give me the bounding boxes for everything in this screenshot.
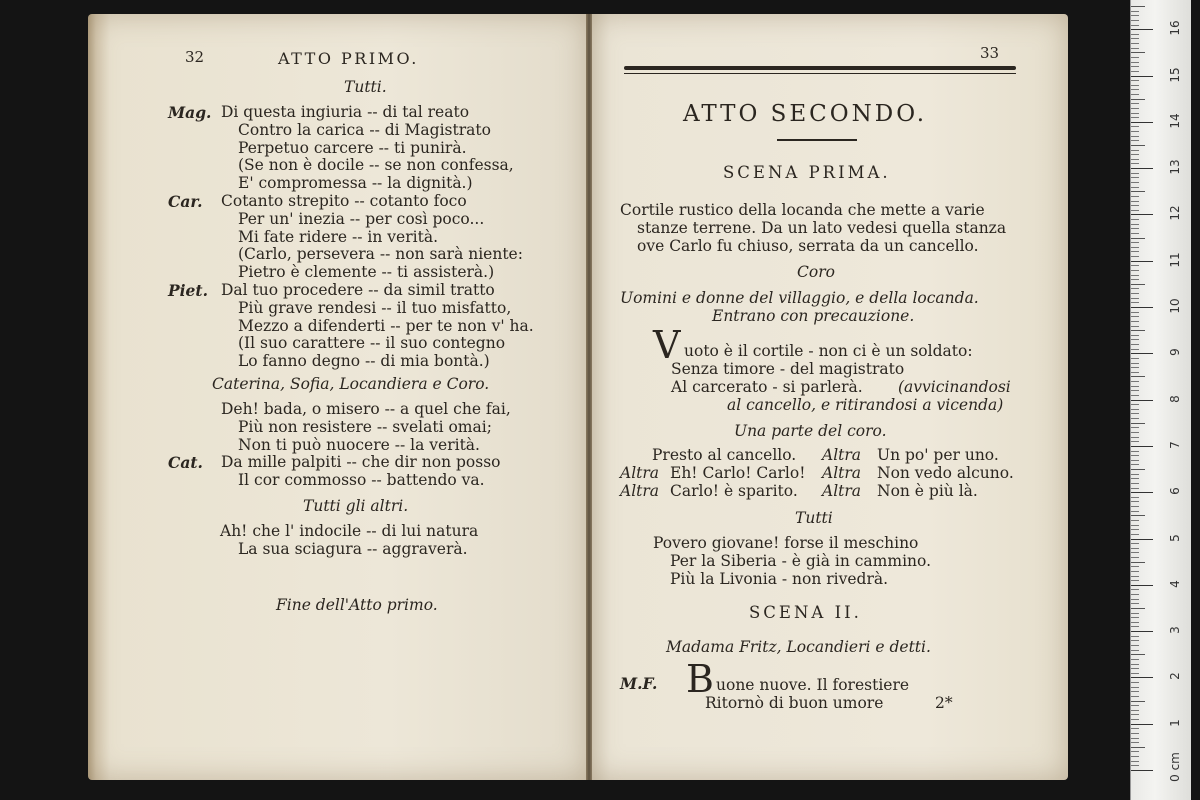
ruler-tick [1131, 562, 1145, 563]
ruler-tick [1131, 751, 1139, 752]
verse-line: Per la Siberia - è già in cammino. [670, 552, 931, 570]
ruler-tick [1131, 608, 1145, 609]
ruler-tick [1131, 640, 1139, 641]
page-number-right: 33 [980, 44, 1000, 62]
ruler-tick [1131, 687, 1139, 688]
ruler-tick [1131, 108, 1139, 109]
ruler-tick [1131, 76, 1153, 77]
ruler-tick [1131, 738, 1139, 739]
act-title: ATTO SECONDO. [683, 101, 928, 127]
ruler-tick [1131, 372, 1139, 373]
ruler-tick [1131, 205, 1139, 206]
ruler-tick [1131, 251, 1139, 252]
ruler-tick [1131, 265, 1139, 266]
ruler-tick [1131, 131, 1139, 132]
ruler-unit-label: 0 cm [1168, 752, 1182, 782]
header-rule [624, 66, 1016, 70]
verse-line: Più non resistere -- svelati omai; [238, 417, 492, 436]
ruler-tick [1131, 599, 1139, 600]
ruler-tick [1131, 594, 1139, 595]
dialog-line: Presto al cancello. [652, 446, 797, 464]
ruler-tick [1131, 117, 1139, 118]
verse-line: La sua sciagura -- aggraverà. [238, 540, 468, 558]
verse-line: Più grave rendesi -- il tuo misfatto, [238, 298, 512, 317]
ruler-tick [1131, 724, 1153, 725]
ruler-tick [1131, 400, 1153, 401]
ruler-tick [1131, 344, 1139, 345]
ruler-tick [1131, 99, 1145, 100]
ruler-tick [1131, 312, 1139, 313]
ruler-tick [1131, 529, 1139, 530]
ruler-tick [1131, 636, 1139, 637]
verse-line: Di questa ingiuria -- di tal reato [221, 103, 470, 121]
ruler-tick [1131, 437, 1139, 438]
ruler-number: 1 [1168, 718, 1182, 727]
heading-tutti: Tutti. [344, 78, 387, 96]
verse-line: Più la Livonia - non rivedrà. [670, 570, 889, 588]
verse-line: Deh! bada, o misero -- a quel che fai, [221, 400, 511, 418]
ruler-tick [1131, 404, 1139, 405]
ruler-tick [1131, 288, 1139, 289]
ruler-number: 8 [1168, 394, 1182, 403]
ruler-tick [1131, 182, 1139, 183]
ruler-tick [1131, 196, 1139, 197]
verse-line: Ritornò di buon umore [705, 694, 884, 712]
ruler-number: 4 [1168, 579, 1182, 588]
ruler-tick [1131, 150, 1139, 151]
verse-line: Contro la carica -- di Magistrato [238, 120, 491, 139]
ruler-tick [1131, 728, 1139, 729]
ruler-tick [1131, 395, 1139, 396]
ruler-tick [1131, 543, 1139, 544]
ruler-tick [1131, 335, 1139, 336]
ruler-tick [1131, 441, 1139, 442]
ruler-tick [1131, 464, 1139, 465]
dialog-line: Non vedo alcuno. [877, 464, 1014, 482]
ruler-tick [1131, 29, 1153, 30]
verse-line: (Se non è docile -- se non confessa, [238, 156, 514, 175]
ruler-tick [1131, 52, 1145, 53]
ruler-number: 6 [1168, 487, 1182, 496]
ruler-tick [1131, 238, 1145, 239]
ruler-tick [1131, 432, 1139, 433]
verse-line: Lo fanno degno -- di mia bontà.) [238, 352, 490, 371]
ruler-tick [1131, 696, 1139, 697]
ruler-tick [1131, 66, 1139, 67]
ruler-number: 7 [1168, 441, 1182, 449]
ruler-tick [1131, 247, 1139, 248]
ruler-tick [1131, 488, 1139, 489]
ruler-tick [1131, 173, 1139, 174]
ruler-tick [1131, 349, 1139, 350]
ruler-tick [1131, 742, 1139, 743]
ruler-tick [1131, 478, 1139, 479]
ruler-tick [1131, 469, 1145, 470]
ruler-tick [1131, 733, 1139, 734]
ruler-tick [1131, 122, 1153, 123]
speaker-altra: Altra [822, 464, 862, 482]
coro-desc: Uomini e donne del villaggio, e della locanda. [620, 289, 979, 307]
heading-others: Tutti gli altri. [303, 497, 409, 515]
stage-direction: (avvicinandosi [898, 378, 1011, 396]
verse-line: Cotanto strepito -- cotanto foco [221, 192, 467, 210]
ruler-tick [1131, 701, 1145, 702]
scene-ii-title: SCENA II. [749, 603, 862, 622]
ruler-tick [1131, 650, 1139, 651]
ruler-tick [1131, 483, 1139, 484]
ruler-tick [1131, 386, 1139, 387]
ruler-tick [1131, 113, 1139, 114]
dialog-line: Un po' per uno. [877, 446, 999, 464]
verse-line: Per un' inezia -- per così poco... [238, 209, 485, 228]
ruler-tick [1131, 353, 1153, 354]
ruler-tick [1131, 140, 1139, 141]
speaker-mf: M.F. [620, 674, 658, 693]
speaker-name: Mag. [168, 103, 212, 122]
ruler-tick [1131, 548, 1139, 549]
ruler-number: 3 [1168, 626, 1182, 634]
verse-line: (Il suo carattere -- il suo contegno [238, 334, 506, 353]
ruler-tick [1131, 330, 1145, 331]
ruler-tick [1131, 719, 1139, 720]
ruler-tick [1131, 747, 1145, 748]
tutti-label: Tutti [795, 509, 833, 527]
ruler-tick [1131, 89, 1139, 90]
speaker-name: Piet. [168, 281, 208, 300]
ruler-tick [1131, 159, 1139, 160]
ruler-number: 14 [1168, 113, 1182, 129]
description-line: Cortile rustico della locanda che mette a varie [620, 201, 985, 219]
ruler-tick [1131, 94, 1139, 95]
scene-ii-cast: Madama Fritz, Locandieri e detti. [666, 638, 931, 656]
ruler-tick [1131, 691, 1139, 692]
ruler-tick [1131, 506, 1139, 507]
ruler-tick [1131, 219, 1139, 220]
parte-label: Una parte del coro. [734, 422, 887, 440]
ruler-tick [1131, 25, 1139, 26]
ruler-tick [1131, 427, 1139, 428]
ruler-tick [1131, 668, 1139, 669]
ruler-tick [1131, 381, 1139, 382]
verse-line: Da mille palpiti -- che dir non posso [221, 453, 501, 472]
verse-line: uone nuove. Il forestiere [716, 676, 910, 694]
ruler-tick [1131, 302, 1139, 303]
ruler-tick [1131, 413, 1139, 414]
ruler-tick [1131, 682, 1139, 683]
ruler-tick [1131, 80, 1139, 81]
ruler-tick [1131, 515, 1145, 516]
ruler-tick [1131, 321, 1139, 322]
ruler-tick [1131, 580, 1139, 581]
ruler-tick [1131, 409, 1139, 410]
ruler-tick [1131, 103, 1139, 104]
ruler-tick [1131, 511, 1139, 512]
ruler-tick [1131, 765, 1139, 766]
speaker-altra: Altra [620, 464, 660, 482]
ruler-tick [1131, 761, 1139, 762]
ruler-tick [1131, 201, 1139, 202]
ruler-tick [1131, 57, 1139, 58]
verse-line: Il cor commosso -- battendo va. [238, 471, 485, 490]
end-note: Fine dell'Atto primo. [276, 596, 438, 614]
ruler-tick [1131, 613, 1139, 614]
measuring-ruler [1130, 0, 1191, 800]
speaker-altra: Altra [822, 446, 862, 464]
ruler-tick [1131, 284, 1145, 285]
ruler-tick [1131, 43, 1139, 44]
ruler-tick [1131, 15, 1139, 16]
verse-line: Pietro è clemente -- ti assisterà.) [238, 263, 495, 282]
ruler-tick [1131, 455, 1139, 456]
verse-line: Non ti può nuocere -- la verità. [238, 435, 480, 454]
ruler-tick [1131, 571, 1139, 572]
ruler-tick [1131, 705, 1139, 706]
ruler-tick [1131, 418, 1139, 419]
ruler-tick [1131, 714, 1139, 715]
ruler-tick [1131, 279, 1139, 280]
coro-desc: Entrano con precauzione. [712, 307, 915, 325]
verse-line: E' compromessa -- la dignità.) [238, 174, 473, 193]
drop-cap-b: B [686, 657, 714, 701]
ruler-tick [1131, 71, 1139, 72]
ruler-tick [1131, 631, 1153, 632]
ruler-tick [1131, 497, 1139, 498]
speaker-altra: Altra [620, 482, 660, 500]
ruler-tick [1131, 145, 1145, 146]
dialog-line: Eh! Carlo! Carlo! [670, 464, 806, 482]
running-head: ATTO PRIMO. [278, 49, 419, 68]
ruler-tick [1131, 187, 1139, 188]
ruler-tick [1131, 603, 1139, 604]
ruler-tick [1131, 191, 1145, 192]
ruler-tick [1131, 525, 1139, 526]
verse-line: Perpetuo carcere -- ti punirà. [238, 138, 467, 157]
verse-line: Al carcerato - si parlerà. [671, 378, 863, 396]
page-number-left: 32 [185, 48, 205, 66]
verse-line: Mi fate ridere -- in verità. [238, 227, 438, 246]
ruler-tick [1131, 446, 1153, 447]
ruler-tick [1131, 224, 1139, 225]
description-line: ove Carlo fu chiuso, serrata da un cancello. [637, 237, 979, 255]
ruler-tick [1131, 710, 1139, 711]
dialog-line: Carlo! è sparito. [670, 482, 798, 500]
ruler-tick [1131, 451, 1139, 452]
ruler-tick [1131, 520, 1139, 521]
title-rule [777, 139, 857, 141]
ruler-tick [1131, 363, 1139, 364]
ruler-tick [1131, 293, 1139, 294]
ruler-tick [1131, 34, 1139, 35]
verse-line: Ah! che l' indocile -- di lui natura [220, 522, 479, 540]
ruler-tick [1131, 275, 1139, 276]
ruler-tick [1131, 307, 1153, 308]
ruler-tick [1131, 770, 1153, 771]
ruler-tick [1131, 677, 1153, 678]
ruler-tick [1131, 177, 1139, 178]
ruler-tick [1131, 474, 1139, 475]
ruler-tick [1131, 256, 1139, 257]
ruler-tick [1131, 617, 1139, 618]
ruler-tick [1131, 673, 1139, 674]
scene-title: SCENA PRIMA. [723, 163, 891, 182]
ruler-tick [1131, 423, 1145, 424]
ruler-number: 11 [1168, 252, 1182, 268]
coro-label: Coro [797, 263, 835, 281]
verse-line: Dal tuo procedere -- da simil tratto [221, 281, 495, 299]
stage-direction: al cancello, e ritirandosi a vicenda) [727, 396, 1004, 414]
ruler-tick [1131, 126, 1139, 127]
signature-mark: 2* [935, 694, 953, 712]
ruler-tick [1131, 136, 1139, 137]
ruler-tick [1131, 557, 1139, 558]
ruler-tick [1131, 326, 1139, 327]
ruler-tick [1131, 261, 1153, 262]
ruler-tick [1131, 6, 1145, 7]
speaker-name: Car. [168, 192, 203, 211]
ruler-number: 12 [1168, 205, 1182, 222]
ruler-tick [1131, 233, 1139, 234]
verse-line: uoto è il cortile - non ci è un soldato: [684, 342, 973, 360]
ruler-tick [1131, 48, 1139, 49]
ruler-tick [1131, 242, 1139, 243]
ruler-tick [1131, 85, 1139, 86]
ruler-tick [1131, 539, 1153, 540]
drop-cap: V [653, 323, 681, 367]
ruler-tick [1131, 654, 1145, 655]
speaker-name: Cat. [168, 453, 203, 473]
ruler-tick [1131, 585, 1153, 586]
ruler-tick [1131, 552, 1139, 553]
ruler-tick [1131, 576, 1139, 577]
ruler-tick [1131, 228, 1139, 229]
ruler-tick [1131, 460, 1139, 461]
ruler-tick [1131, 390, 1139, 391]
ruler-tick [1131, 168, 1153, 169]
verse-line: Povero giovane! forse il meschino [653, 534, 919, 552]
ruler-tick [1131, 367, 1139, 368]
ruler-number: 2 [1168, 672, 1182, 681]
ruler-tick [1131, 626, 1139, 627]
ruler-number: 10 [1168, 298, 1182, 314]
ruler-number: 5 [1168, 533, 1182, 542]
speaker-altra: Altra [822, 482, 862, 500]
ruler-number: 15 [1168, 66, 1182, 83]
ruler-tick [1131, 339, 1139, 340]
ruler-tick [1131, 492, 1153, 493]
ruler-tick [1131, 163, 1139, 164]
ruler-tick [1131, 645, 1139, 646]
ruler-number: 16 [1168, 20, 1182, 36]
ruler-tick [1131, 534, 1139, 535]
book-spine [586, 14, 592, 780]
verse-line: Mezzo a difenderti -- per te non v' ha. [238, 316, 534, 335]
ruler-tick [1131, 756, 1139, 757]
ruler-tick [1131, 622, 1139, 623]
ruler-tick [1131, 298, 1139, 299]
ruler-tick [1131, 659, 1139, 660]
ruler-tick [1131, 358, 1139, 359]
ruler-tick [1131, 154, 1139, 155]
ruler-tick [1131, 664, 1139, 665]
verse-line: Senza timore - del magistrato [671, 360, 905, 378]
heading-group: Caterina, Sofia, Locandiera e Coro. [212, 375, 490, 393]
ruler-tick [1131, 214, 1153, 215]
ruler-tick [1131, 316, 1139, 317]
ruler-tick [1131, 270, 1139, 271]
ruler-tick [1131, 501, 1139, 502]
ruler-number: 13 [1168, 159, 1182, 175]
header-rule-thin [624, 73, 1016, 74]
ruler-number: 9 [1168, 348, 1182, 357]
dialog-line: Non è più là. [877, 482, 978, 500]
ruler-tick [1131, 376, 1145, 377]
ruler-tick [1131, 62, 1139, 63]
ruler-tick [1131, 11, 1139, 12]
ruler-tick [1131, 20, 1139, 21]
ruler-tick [1131, 589, 1139, 590]
ruler-tick [1131, 566, 1139, 567]
description-line: stanze terrene. Da un lato vedesi quella stanza [637, 219, 1007, 237]
ruler-tick [1131, 38, 1139, 39]
ruler-tick [1131, 210, 1139, 211]
verse-line: (Carlo, persevera -- non sarà niente: [238, 245, 523, 264]
